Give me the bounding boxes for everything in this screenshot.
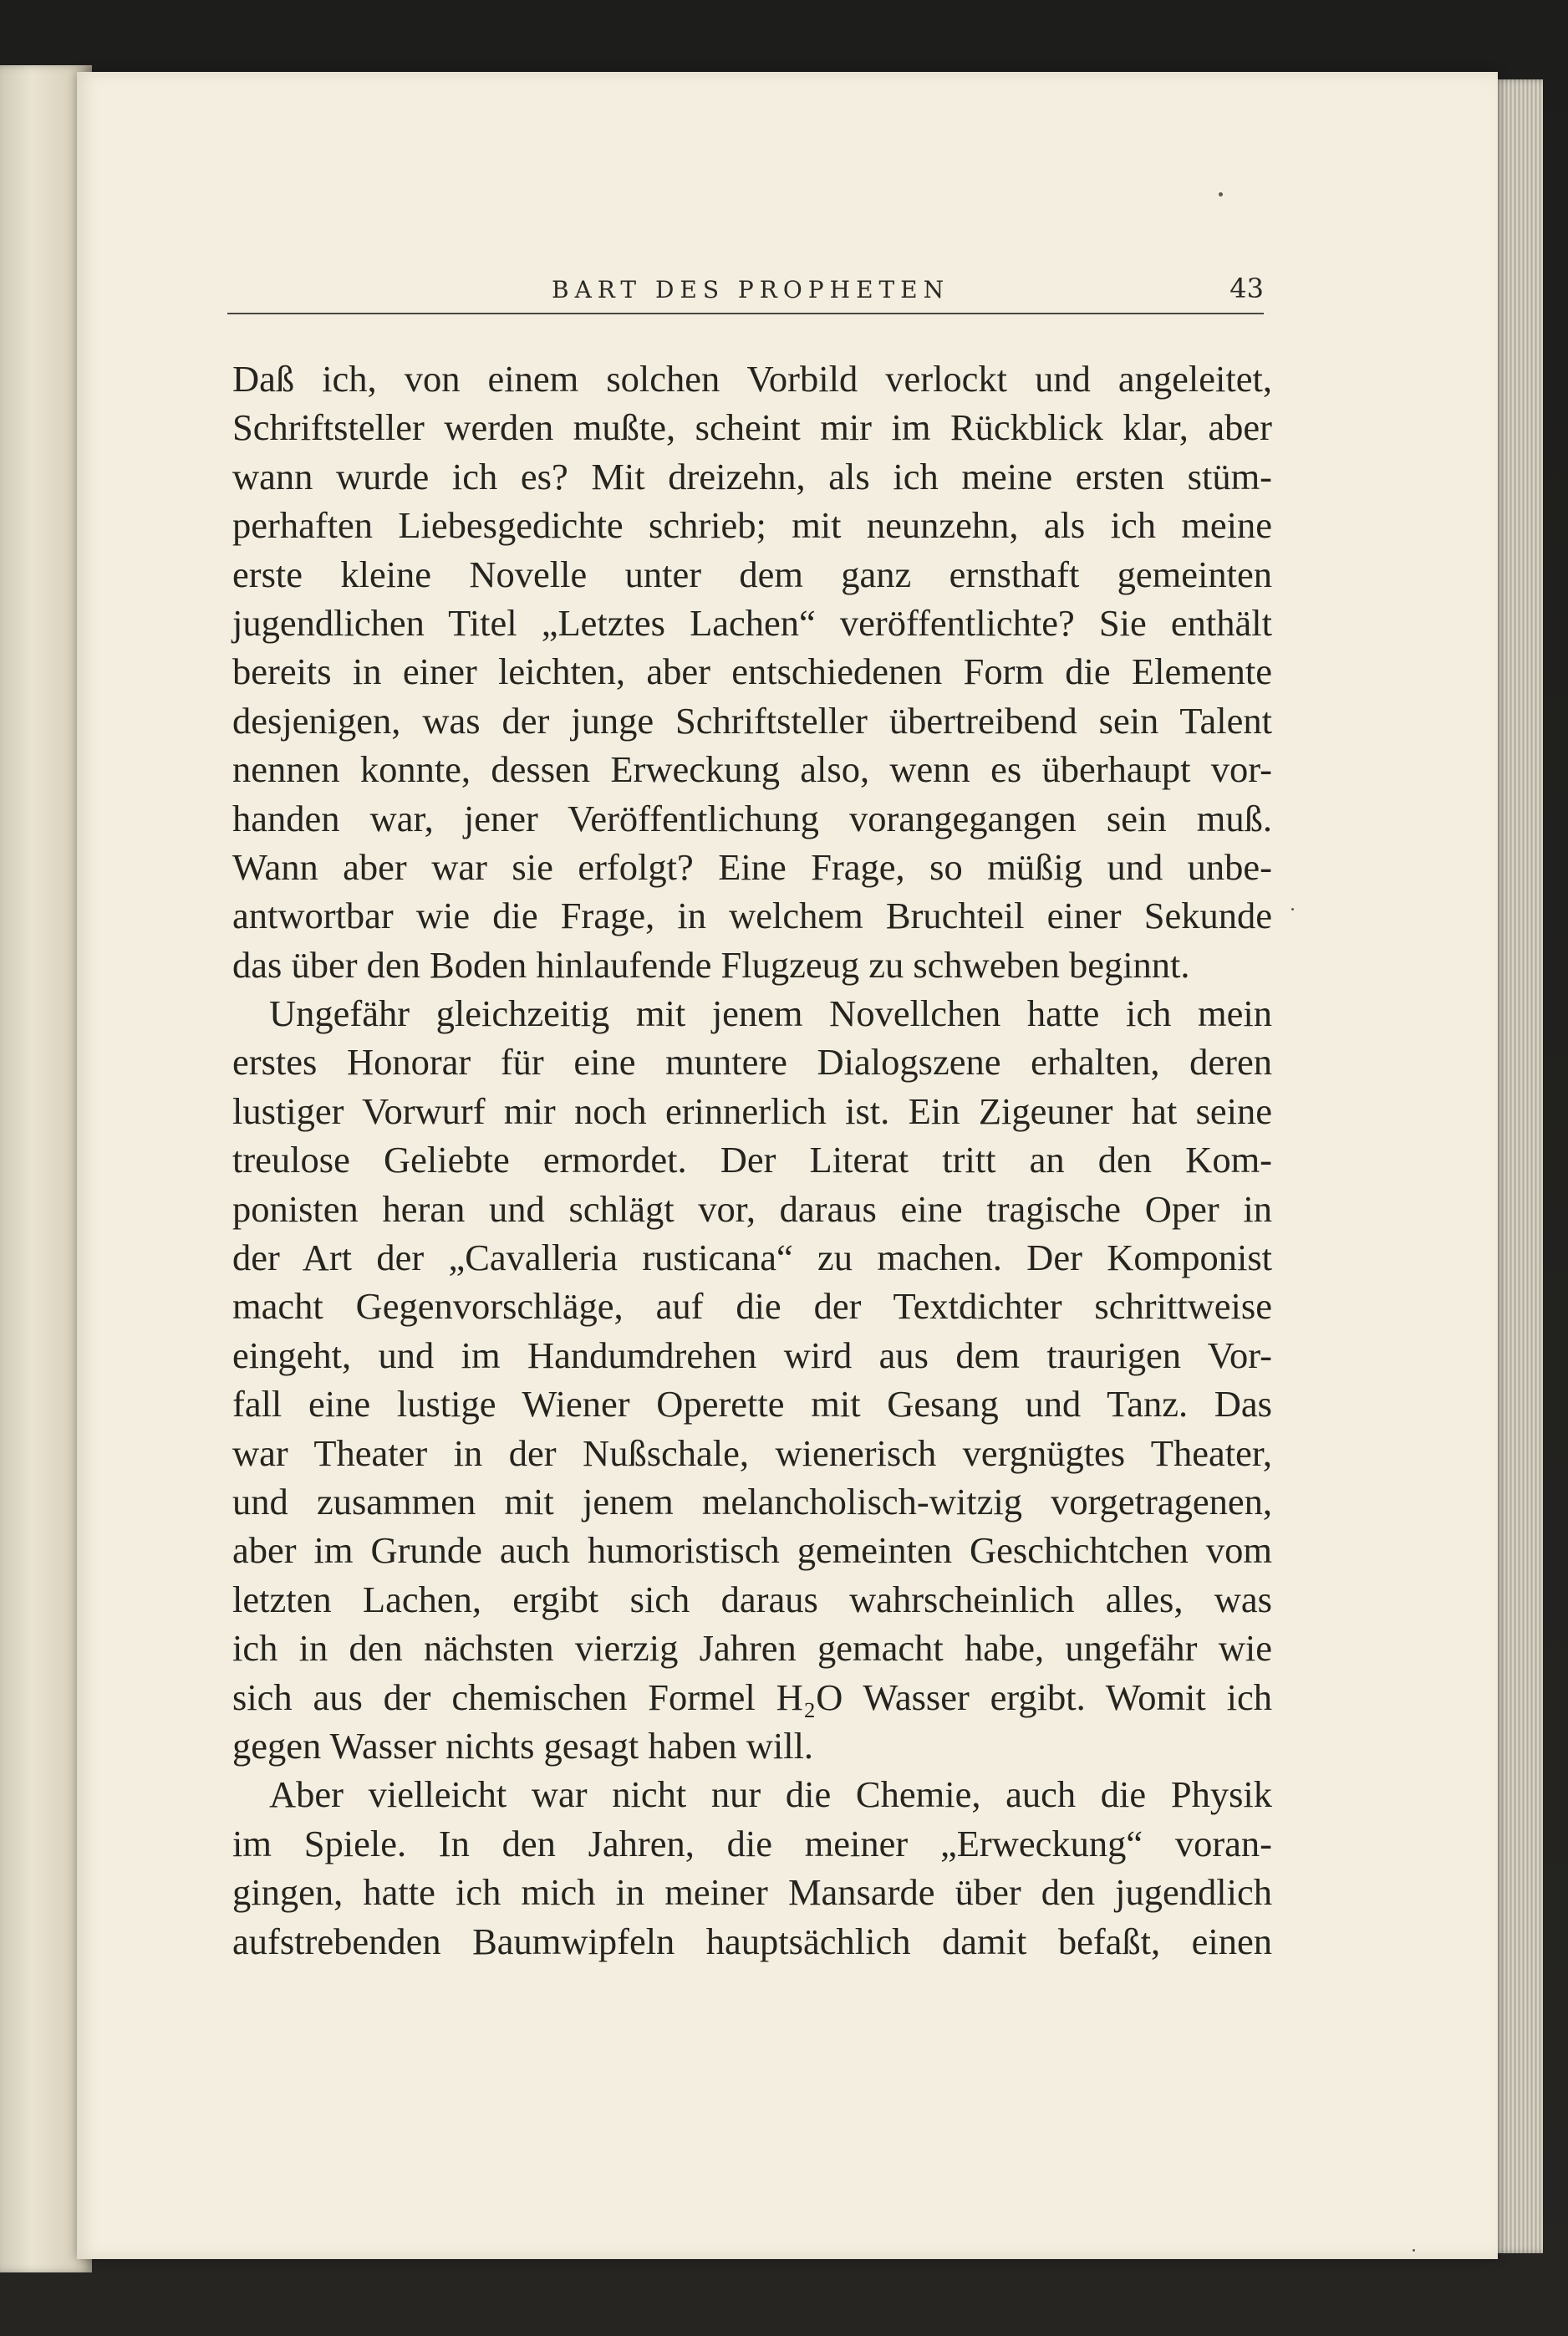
text-line: Aber vielleicht war nicht nur die Chemie, auch die Physik [269, 1773, 1272, 1816]
text-line: und zusammen mit jenem melancholisch-witzig vorgetragenen, [232, 1480, 1272, 1522]
text-line: jugendlichen Titel „Letztes Lachen“ veröffentlichte? Sie enthält [232, 601, 1272, 644]
text-line: Schriftsteller werden mußte, scheint mir im Rückblick klar, aber [232, 406, 1272, 449]
text-line: fall eine lustige Wiener Operette mit Gesang und Tanz. Das [232, 1383, 1272, 1426]
text-line: treulose Geliebte ermordet. Der Literat tritt an den Kom- [232, 1139, 1272, 1181]
paper-speck [1219, 192, 1223, 196]
text-line: nennen konnte, dessen Erweckung also, wenn es überhaupt vor- [232, 748, 1272, 791]
text-line: macht Gegenvorschläge, auf die der Textdichter schrittweise [232, 1285, 1272, 1328]
text-line: aber im Grunde auch humoristisch gemeinten Geschichtchen vom [232, 1529, 1272, 1572]
body-text [232, 354, 1272, 1966]
paper-speck [1291, 908, 1294, 910]
text-line: lustiger Vorwurf mir noch erinnerlich ist. Ein Zigeuner hat seine [232, 1089, 1272, 1132]
text-line: eingeht, und im Handumdrehen wird aus dem traurigen Vor- [232, 1334, 1272, 1376]
text-line: ponisten heran und schlägt vor, daraus eine tragische Oper in [232, 1187, 1272, 1230]
text-line: Daß ich, von einem solchen Vorbild verlockt und angeleitet, [232, 358, 1272, 400]
running-head [227, 273, 1264, 313]
text-line: im Spiele. In den Jahren, die meiner „Erweckung“ voran- [232, 1822, 1272, 1864]
text-line: sich aus der chemischen Formel H₂O Wasser ergibt. Womit ich [232, 1675, 1272, 1718]
text-line: Ungefähr gleichzeitig mit jenem Novellchen hatte ich mein [269, 992, 1272, 1035]
text-line: gegen Wasser nichts gesagt haben will. [232, 1724, 814, 1767]
text-line: erstes Honorar für eine muntere Dialogszene erhalten, deren [232, 1041, 1272, 1084]
text-line: der Art der „Cavalleria rusticana“ zu machen. Der Komponist [232, 1237, 1272, 1279]
text-line: ich in den nächsten vierzig Jahren gemacht habe, ungefähr wie [232, 1627, 1272, 1670]
text-line: erste kleine Novelle unter dem ganz ernsthaft gemeinten [232, 553, 1272, 595]
text-line: gingen, hatte ich mich in meiner Mansarde über den jugendlich [232, 1871, 1272, 1914]
text-line: bereits in einer leichten, aber entschiedenen Form die Elemente [232, 650, 1272, 693]
text-line: wann wurde ich es? Mit dreizehn, als ich meine ersten stüm- [232, 455, 1272, 497]
text-line: Wann aber war sie erfolgt? Eine Frage, so müßig und unbe- [232, 845, 1272, 888]
text-line: desjenigen, was der junge Schriftsteller übertreibend sein Talent [232, 699, 1272, 742]
page-stack-edge [1491, 79, 1543, 2253]
page-number: 43 [1229, 273, 1264, 304]
text-line: war Theater in der Nußschale, wienerisch vergnügtes Theater, [232, 1431, 1272, 1474]
text-line: perhaften Liebesgedichte schrieb; mit neunzehn, als ich meine [232, 504, 1272, 547]
running-head-title: BART DES PROPHETEN [552, 276, 950, 303]
text-line: handen war, jener Veröffentlichung vorangegangen sein muß. [232, 797, 1272, 839]
text-line: antwortbar wie die Frage, in welchem Bruchteil einer Sekunde [232, 895, 1272, 937]
paper-speck [1413, 2249, 1415, 2252]
header-rule [227, 313, 1264, 314]
text-line: letzten Lachen, ergibt sich daraus wahrscheinlich alles, was [232, 1578, 1272, 1620]
text-line: das über den Boden hinlaufende Flugzeug zu schweben beginnt. [232, 943, 1190, 986]
text-line: aufstrebenden Baumwipfeln hauptsächlich damit befaßt, einen [232, 1920, 1272, 1962]
